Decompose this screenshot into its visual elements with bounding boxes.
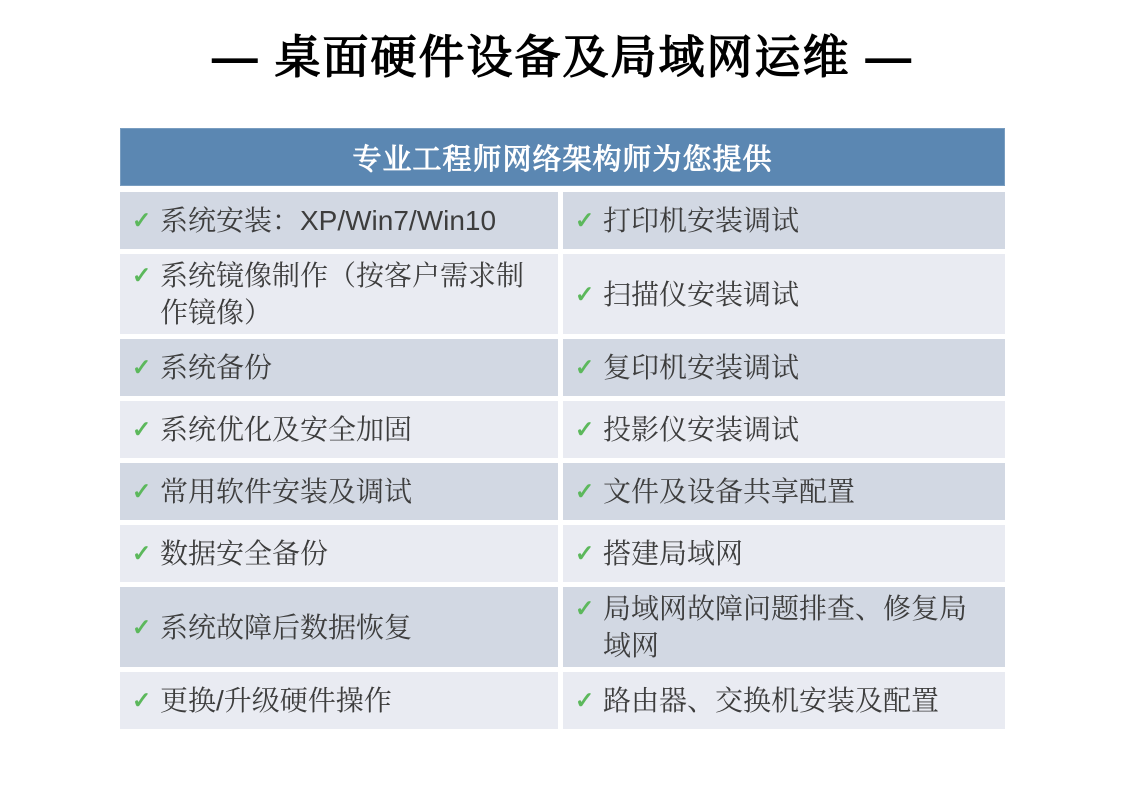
table-row <box>120 587 1005 667</box>
service-label: 路由器、交换机安装及配置 <box>603 685 940 716</box>
table-header <box>120 128 1005 186</box>
service-cell <box>120 192 558 249</box>
service-label: 复印机安装调试 <box>603 352 800 383</box>
check-icon: ✓ <box>575 687 595 713</box>
service-label: 系统安装：XP/Win7/Win10 <box>160 205 497 236</box>
check-icon: ✓ <box>132 613 152 640</box>
check-icon: ✓ <box>575 595 595 621</box>
check-icon: ✓ <box>132 540 152 566</box>
service-cell <box>563 254 1005 334</box>
service-label: 系统备份 <box>160 352 273 383</box>
table-row <box>120 401 1005 458</box>
check-icon: ✓ <box>132 262 152 288</box>
service-cell <box>563 463 1005 520</box>
check-icon: ✓ <box>575 478 595 504</box>
check-icon: ✓ <box>132 354 152 380</box>
table-row <box>120 192 1005 249</box>
service-label: 打印机安装调试 <box>603 205 800 236</box>
service-label: 常用软件安装及调试 <box>160 476 413 507</box>
service-label: 局域网故障问题排查、修复局域网 <box>603 593 968 661</box>
service-label: 投影仪安装调试 <box>603 414 800 445</box>
service-cell <box>120 672 558 729</box>
check-icon: ✓ <box>132 207 152 233</box>
service-label: 扫描仪安装调试 <box>603 278 800 310</box>
page-title: — 桌面硬件设备及局域网运维 — <box>211 31 914 83</box>
service-label: 数据安全备份 <box>160 538 329 569</box>
table-row <box>120 254 1005 334</box>
service-cell <box>563 339 1005 396</box>
table-rows <box>120 192 1005 729</box>
check-icon: ✓ <box>575 207 595 233</box>
table-header-label: 专业工程师网络架构师为您提供 <box>352 143 773 176</box>
table-row <box>120 525 1005 582</box>
check-icon: ✓ <box>132 478 152 504</box>
table-row <box>120 463 1005 520</box>
service-label: 系统优化及安全加固 <box>160 414 413 445</box>
service-label: 更换/升级硬件操作 <box>160 685 392 716</box>
check-icon: ✓ <box>575 416 595 442</box>
service-cell <box>563 192 1005 249</box>
service-label: 系统故障后数据恢复 <box>160 611 413 643</box>
service-cell <box>563 587 1005 667</box>
service-cell <box>120 525 558 582</box>
check-icon: ✓ <box>575 280 595 307</box>
check-icon: ✓ <box>575 354 595 380</box>
service-cell <box>120 254 558 334</box>
service-label: 系统镜像制作（按客户需求制作镜像） <box>160 260 525 328</box>
service-cell <box>120 339 558 396</box>
service-cell <box>120 401 558 458</box>
service-cell <box>563 401 1005 458</box>
table-row <box>120 339 1005 396</box>
check-icon: ✓ <box>132 416 152 442</box>
check-icon: ✓ <box>575 540 595 566</box>
table-row <box>120 672 1005 729</box>
service-cell <box>120 587 558 667</box>
service-table <box>120 128 1005 729</box>
check-icon: ✓ <box>132 687 152 713</box>
service-label: 文件及设备共享配置 <box>603 476 856 507</box>
service-cell <box>120 463 558 520</box>
service-cell <box>563 672 1005 729</box>
service-cell <box>563 525 1005 582</box>
service-label: 搭建局域网 <box>603 538 744 569</box>
